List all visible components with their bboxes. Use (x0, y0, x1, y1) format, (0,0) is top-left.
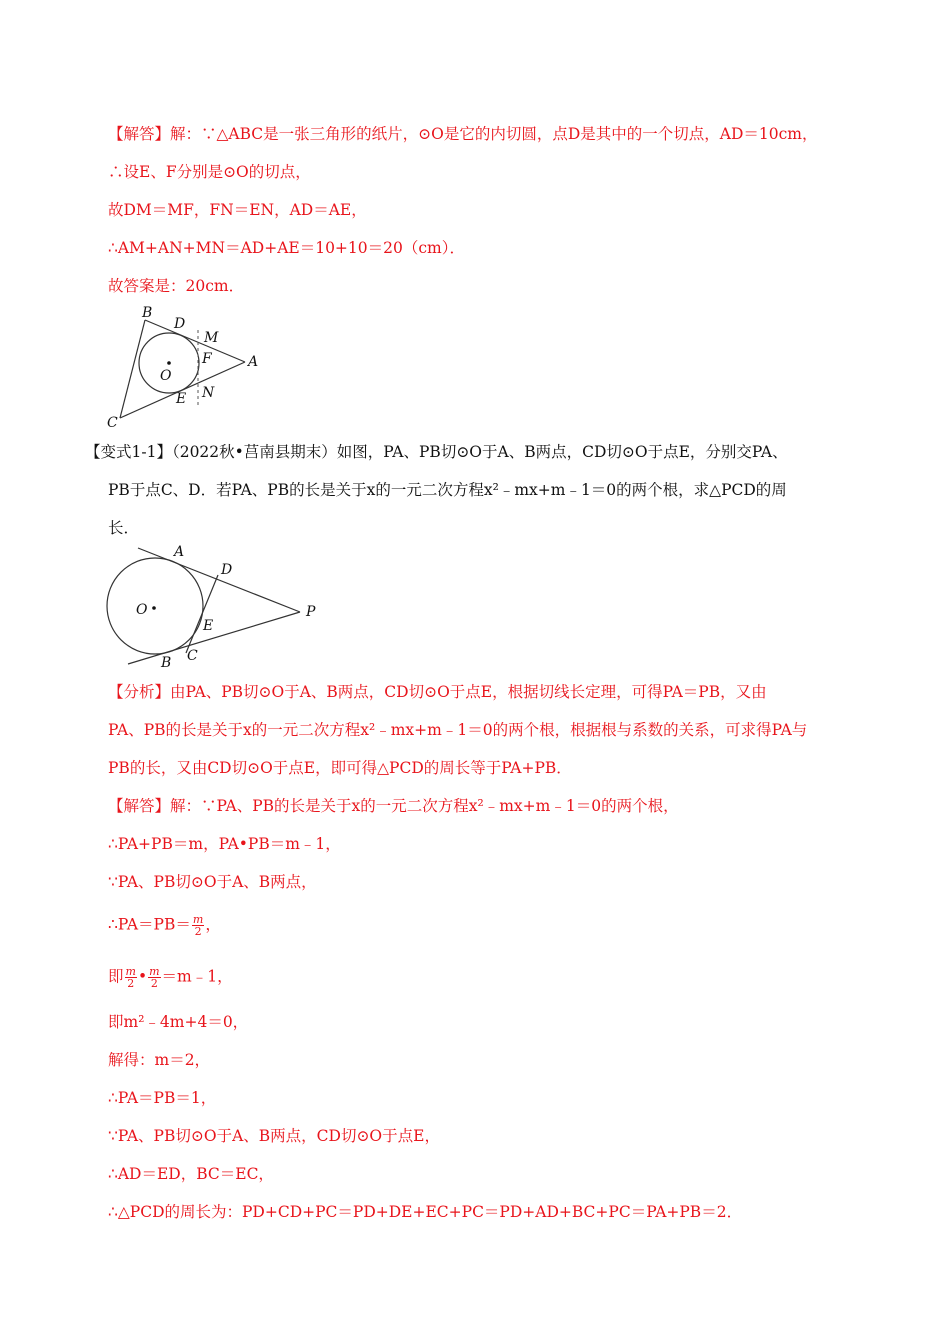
solution-line-9: ∵PA、PB切⊙O于A、B两点，CD切⊙O于点E， (108, 1127, 440, 1145)
fraction-numerator: m (125, 965, 136, 978)
fig2-label-o: O (136, 602, 148, 618)
fraction-denominator: 2 (194, 925, 202, 938)
fig1-label-f: F (202, 351, 212, 367)
analysis-line-1: 【分析】由PA、PB切⊙O于A、B两点，CD切⊙O于点E，根据切线长定理，可得PA＝PB，又由 (108, 683, 767, 701)
fraction-m-over-2-first (125, 966, 137, 989)
fig1-label-d: D (174, 316, 186, 332)
solution-line-8: ∴PA＝PB＝1， (108, 1089, 217, 1107)
solution-line-3: ∵PA、PB切⊙O于A、B两点， (108, 873, 317, 891)
solution-line-7: 解得：m＝2， (108, 1051, 211, 1069)
multiply-dot: • (137, 967, 148, 986)
solution-line-1: 【解答】解：∵PA、PB的长是关于x的一元二次方程x²﹣mx+m﹣1＝0的两个根， (108, 797, 679, 815)
tangent-lines-figure (100, 540, 330, 675)
triangle-incircle-figure (100, 300, 270, 432)
solution-line-5 (108, 966, 233, 989)
fig2-label-p: P (306, 604, 316, 620)
solution-line-4-text: ∴PA＝PB＝ (108, 915, 191, 934)
fig2-label-e: E (203, 618, 214, 634)
fraction-m-over-2-second (148, 966, 160, 989)
fraction-m-over-2 (192, 914, 204, 937)
fraction-numerator: m (149, 965, 160, 978)
answer-line-5: 故答案是：20cm． (108, 277, 245, 295)
solution-line-10: ∴AD＝ED，BC＝EC， (108, 1165, 274, 1183)
analysis-line-3: PB的长，又由CD切⊙O于点E，即可得△PCD的周长等于PA+PB． (108, 759, 572, 777)
solution-line-4 (108, 914, 221, 937)
problem-line-3: 长． (108, 519, 140, 537)
answer-line-1: 【解答】解：∵△ABC是一张三角形的纸片，⊙O是它的内切圆，点D是其中的一个切点，AD＝10cm， (108, 125, 818, 143)
solution-line-11: ∴△PCD的周长为：PD+CD+PC＝PD+DE+EC+PC＝PD+AD+BC+PC＝PA+PB＝2． (108, 1203, 743, 1221)
solution-line-6: 即m²﹣4m+4＝0， (108, 1013, 249, 1031)
fig1-label-m: M (204, 330, 219, 346)
solution-line-5-prefix: 即 (108, 967, 124, 986)
solution-line-5-rest: ＝m﹣1， (161, 967, 233, 986)
fig1-label-e: E (176, 391, 187, 407)
fraction-denominator: 2 (150, 977, 158, 990)
fig1-label-b: B (142, 305, 153, 321)
fig1-label-n: N (202, 385, 215, 401)
fig2-label-c: C (187, 648, 198, 664)
solution-line-2: ∴PA+PB＝m，PA•PB＝m﹣1， (108, 835, 341, 853)
fraction-denominator: 2 (127, 977, 135, 990)
answer-line-3: 故DM＝MF，FN＝EN，AD＝AE， (108, 201, 367, 219)
fig2-label-b: B (161, 655, 172, 671)
fig1-label-o: O (160, 368, 172, 384)
problem-line-1: 【变式1-1】（2022秋•莒南县期末）如图，PA、PB切⊙O于A、B两点，CD切⊙O于点E，分别交PA、 (85, 443, 788, 461)
answer-line-2: ∴设E、F分别是⊙O的切点， (108, 163, 311, 181)
fig2-label-a: A (174, 544, 185, 560)
fraction-numerator: m (192, 913, 204, 926)
solution-line-4-end: ， (205, 915, 221, 934)
fig2-label-d: D (221, 562, 233, 578)
analysis-line-2: PA、PB的长是关于x的一元二次方程x²﹣mx+m﹣1＝0的两个根，根据根与系数的关系，可求得PA与 (108, 721, 808, 739)
answer-line-4: ∴AM+AN+MN＝AD+AE＝10+10＝20（cm）． (108, 239, 465, 257)
problem-line-2: PB于点C、D．若PA、PB的长是关于x的一元二次方程x²﹣mx+m﹣1＝0的两个根，求△PCD的周 (108, 481, 787, 499)
fig1-label-a: A (248, 354, 259, 370)
fig1-label-c: C (107, 415, 118, 431)
